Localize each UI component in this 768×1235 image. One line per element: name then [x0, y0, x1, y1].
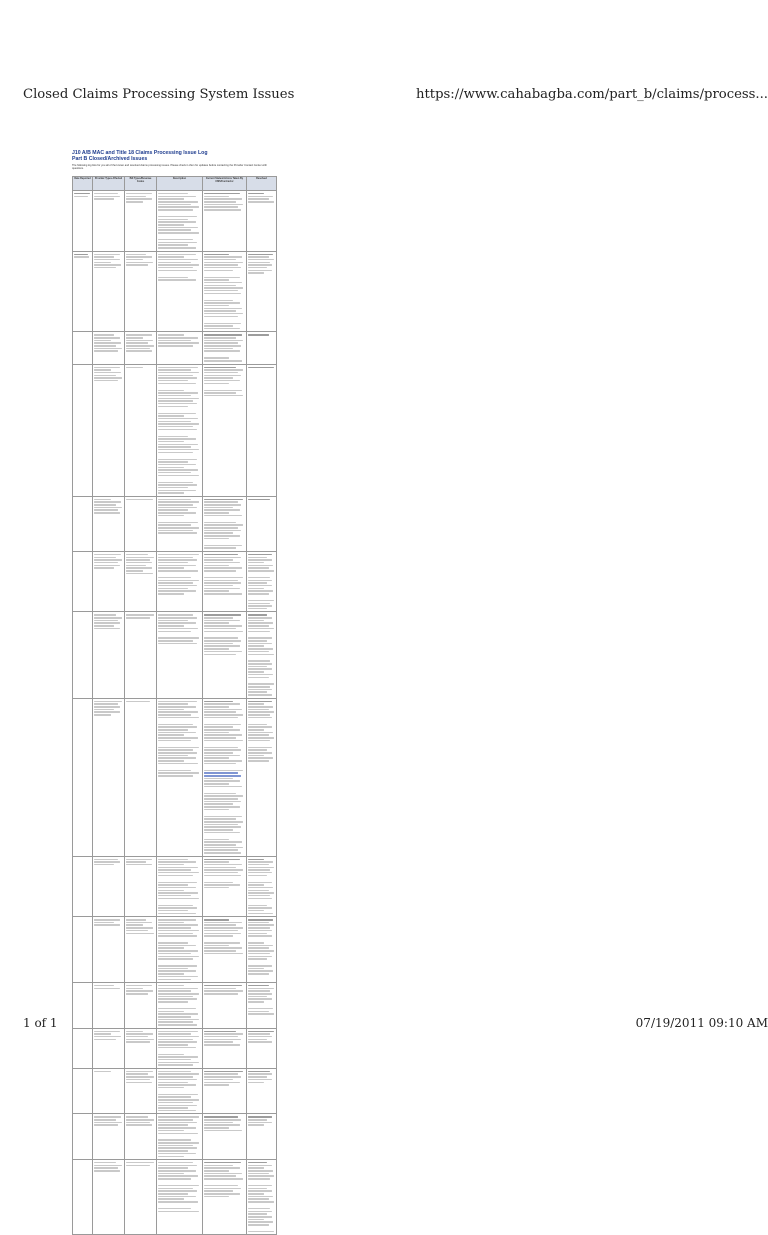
cell-bill-types: [125, 983, 157, 1029]
cell-description: [157, 917, 203, 983]
cell-provider-types: [93, 251, 125, 332]
cell-provider-types: [93, 698, 125, 856]
cell-provider-types: [93, 1160, 125, 1235]
cell-status: [203, 1114, 247, 1160]
table-row: [73, 1160, 277, 1235]
cell-description: [157, 983, 203, 1029]
table-row: [73, 332, 277, 364]
cell-resolved: [247, 917, 277, 983]
table-row: [73, 856, 277, 917]
cell-description: [157, 251, 203, 332]
cell-resolved: [247, 364, 277, 496]
cell-resolved: [247, 856, 277, 917]
cell-status: [203, 856, 247, 917]
cell-description: [157, 856, 203, 917]
cell-date: [73, 191, 93, 252]
cell-bill-types: [125, 1114, 157, 1160]
table-row: [73, 251, 277, 332]
cell-date: [73, 1114, 93, 1160]
cell-provider-types: [93, 332, 125, 364]
cell-bill-types: [125, 551, 157, 612]
table-header-row: [73, 177, 277, 191]
cell-bill-types: [125, 364, 157, 496]
cell-status: [203, 1068, 247, 1114]
cell-bill-types: [125, 698, 157, 856]
table-row: [73, 1114, 277, 1160]
cell-date: [73, 251, 93, 332]
doc-title: [72, 150, 280, 162]
cell-date: [73, 496, 93, 551]
table-row: [73, 1028, 277, 1068]
cell-date: [73, 1068, 93, 1114]
col-header-resolved: Resolved: [247, 177, 277, 191]
cell-bill-types: [125, 917, 157, 983]
col-header-date: Date Reported: [73, 177, 93, 191]
cell-status: [203, 496, 247, 551]
cell-description: [157, 496, 203, 551]
col-header-description: Description: [157, 177, 203, 191]
table-row: [73, 917, 277, 983]
cell-resolved: [247, 612, 277, 698]
cell-description: [157, 1160, 203, 1235]
cell-date: [73, 364, 93, 496]
cell-date: [73, 612, 93, 698]
cell-bill-types: [125, 191, 157, 252]
cell-provider-types: [93, 191, 125, 252]
cell-date: [73, 983, 93, 1029]
cell-description: [157, 364, 203, 496]
table-row: [73, 612, 277, 698]
cell-status: [203, 1160, 247, 1235]
cell-resolved: [247, 698, 277, 856]
table-row: [73, 983, 277, 1029]
cell-resolved: [247, 551, 277, 612]
cell-status: [203, 917, 247, 983]
cell-provider-types: [93, 612, 125, 698]
cell-description: [157, 1114, 203, 1160]
cell-description: [157, 332, 203, 364]
col-header-status: Current Status/Actions Taken By CMS/Contractor: [203, 177, 247, 191]
cell-description: [157, 191, 203, 252]
cell-provider-types: [93, 496, 125, 551]
cell-status: [203, 551, 247, 612]
print-header-url: https://www.cahabagba.com/part_b/claims/process...: [415, 87, 768, 102]
doc-title-line2: Part B Closed/Archived Issues: [72, 156, 148, 162]
cell-status: [203, 251, 247, 332]
doc-title-line1: J10 A/B MAC and Title 18 Claims Processing Issue Log: [72, 150, 208, 156]
cell-provider-types: [93, 983, 125, 1029]
cell-date: [73, 856, 93, 917]
cell-bill-types: [125, 1068, 157, 1114]
cell-date: [73, 698, 93, 856]
cell-provider-types: [93, 364, 125, 496]
issues-table: [72, 176, 277, 1235]
cell-status: [203, 1028, 247, 1068]
print-footer-datetime: 07/19/2011 09:10 AM: [635, 1016, 768, 1030]
cell-bill-types: [125, 1028, 157, 1068]
document-page: [72, 150, 280, 986]
cell-resolved: [247, 191, 277, 252]
cell-status: [203, 364, 247, 496]
cell-status: [203, 191, 247, 252]
table-row: [73, 496, 277, 551]
doc-intro: The following log lists for you all of the known and resolved claims processing issues. Please check it often for updates before contacting the Provider Contact Center with questions.: [72, 164, 267, 171]
table-row: [73, 551, 277, 612]
cell-status: [203, 332, 247, 364]
cell-resolved: [247, 496, 277, 551]
cell-status: [203, 983, 247, 1029]
cell-date: [73, 551, 93, 612]
col-header-bill-types: Bill Types/Revenue Codes: [125, 177, 157, 191]
table-row: [73, 364, 277, 496]
cell-bill-types: [125, 1160, 157, 1235]
table-row: [73, 698, 277, 856]
cell-description: [157, 612, 203, 698]
cell-description: [157, 1068, 203, 1114]
cell-resolved: [247, 1160, 277, 1235]
cell-status: [203, 612, 247, 698]
cell-resolved: [247, 983, 277, 1029]
table-row: [73, 1068, 277, 1114]
cell-description: [157, 698, 203, 856]
cell-description: [157, 1028, 203, 1068]
cell-provider-types: [93, 1068, 125, 1114]
cell-provider-types: [93, 917, 125, 983]
cell-resolved: [247, 1114, 277, 1160]
cell-resolved: [247, 1028, 277, 1068]
cell-provider-types: [93, 1028, 125, 1068]
cell-bill-types: [125, 612, 157, 698]
cell-bill-types: [125, 496, 157, 551]
cell-bill-types: [125, 856, 157, 917]
cell-date: [73, 332, 93, 364]
cell-resolved: [247, 1068, 277, 1114]
print-footer-page: 1 of 1: [23, 1016, 58, 1030]
cell-date: [73, 1160, 93, 1235]
cell-bill-types: [125, 332, 157, 364]
cell-resolved: [247, 332, 277, 364]
cell-provider-types: [93, 856, 125, 917]
cell-description: [157, 551, 203, 612]
cell-provider-types: [93, 1114, 125, 1160]
cell-status: [203, 698, 247, 856]
cell-bill-types: [125, 251, 157, 332]
col-header-provider-types: Provider Types Affected: [93, 177, 125, 191]
cell-provider-types: [93, 551, 125, 612]
cell-resolved: [247, 251, 277, 332]
print-header-title: Closed Claims Processing System Issues: [23, 87, 295, 102]
issues-table-body: [73, 191, 277, 1235]
cell-date: [73, 917, 93, 983]
table-row: [73, 191, 277, 252]
cell-date: [73, 1028, 93, 1068]
